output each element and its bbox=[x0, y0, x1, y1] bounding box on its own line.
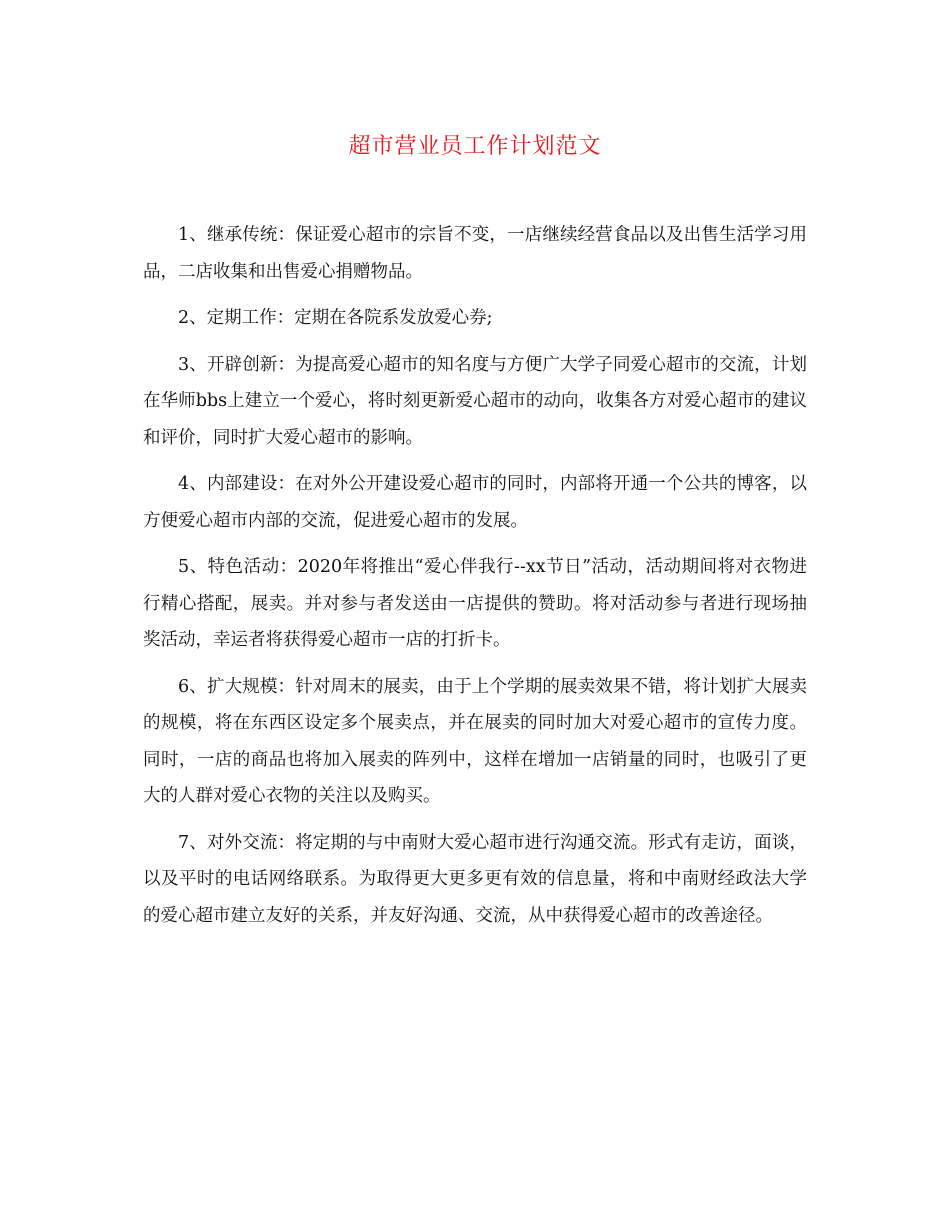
document-body bbox=[143, 217, 807, 944]
paragraph-7: 7、对外交流：将定期的与中南财大爱心超市进行沟通交流。形式有走访，面谈，以及平时的电话网络联系。为取得更大更多更有效的信息量，将和中南财经政法大学的爱心超市建立友好的关系，并友好沟通、交流，从中获得爱心超市的改善途径。 bbox=[143, 832, 807, 926]
paragraph-1: 1、继承传统：保证爱心超市的宗旨不变，一店继续经营食品以及出售生活学习用品，二店收集和出售爱心捐赠物品。 bbox=[143, 225, 807, 282]
paragraph-6: 6、扩大规模：针对周末的展卖，由于上个学期的展卖效果不错，将计划扩大展卖的规模，将在东西区设定多个展卖点，并在展卖的同时加大对爱心超市的宣传力度。同时，一店的商品也将加入展卖的阵列中，这样在增加一店销量的同时，也吸引了更大的人群对爱心衣物的关注以及购买。 bbox=[143, 676, 807, 806]
paragraph-5: 5、特色活动：2020年将推出“爱心伴我行--xx节日”活动，活动期间将对衣物进行精心搭配，展卖。并对参与者发送由一店提供的赞助。将对活动参与者进行现场抽奖活动，幸运者将获得爱心超市一店的打折卡。 bbox=[143, 557, 807, 650]
paragraph-3: 3、开辟创新：为提高爱心超市的知名度与方便广大学子同爱心超市的交流，计划在华师bbs上建立一个爱心，将时刻更新爱心超市的动向，收集各方对爱心超市的建议和评价，同时扩大爱心超市的影响。 bbox=[143, 354, 807, 448]
paragraph-2: 2、定期工作：定期在各院系发放爱心券; bbox=[178, 308, 493, 328]
paragraph-4: 4、内部建设：在对外公开建设爱心超市的同时，内部将开通一个公共的博客，以方便爱心超市内部的交流，促进爱心超市的发展。 bbox=[143, 474, 807, 531]
document-title: 超市营业员工作计划范文 bbox=[348, 134, 602, 159]
